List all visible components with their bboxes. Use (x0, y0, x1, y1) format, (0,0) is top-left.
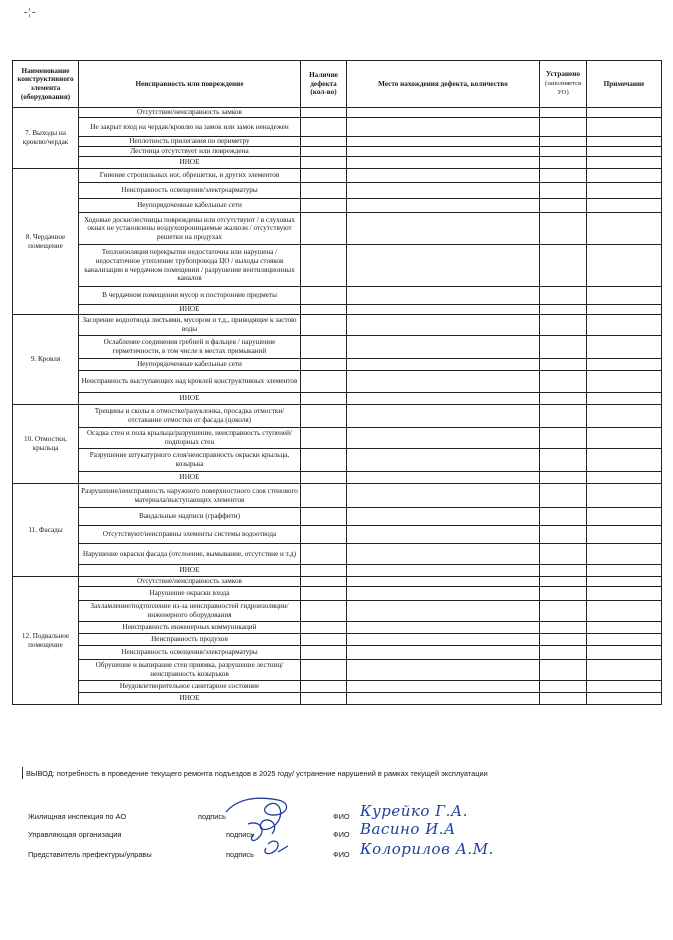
note-cell[interactable] (587, 428, 662, 449)
signature-row-prefecture (28, 840, 648, 864)
note-cell[interactable] (587, 371, 662, 393)
defect-cell: Неупорядоченные кабельные сети (79, 359, 301, 371)
defect-cell: Разрушение штукатурного слоя/неисправность окраски крыльца, козырька (79, 449, 301, 472)
note-cell[interactable] (587, 287, 662, 305)
fixed-cell[interactable] (540, 199, 587, 213)
place-cell[interactable] (347, 336, 540, 359)
table-row (13, 601, 662, 622)
note-cell[interactable] (587, 508, 662, 526)
presence-cell[interactable] (301, 305, 347, 315)
defect-cell: Вандальные надписи (граффити) (79, 508, 301, 526)
defects-table (12, 60, 662, 705)
fixed-cell[interactable] (540, 183, 587, 199)
place-cell[interactable] (347, 544, 540, 565)
signature-scribble-icon (218, 790, 308, 870)
table-row (13, 393, 662, 405)
table-row (13, 681, 662, 693)
fixed-cell[interactable] (540, 484, 587, 508)
place-cell[interactable] (347, 393, 540, 405)
place-cell[interactable] (347, 622, 540, 634)
header-fixed (540, 61, 587, 108)
presence-cell[interactable] (301, 508, 347, 526)
table-row (13, 544, 662, 565)
note-cell[interactable] (587, 526, 662, 544)
fio-word: ФИО (333, 850, 350, 859)
table-row (13, 336, 662, 359)
fixed-cell[interactable] (540, 565, 587, 577)
place-cell[interactable] (347, 169, 540, 183)
presence-cell[interactable] (301, 526, 347, 544)
place-cell[interactable] (347, 183, 540, 199)
place-cell[interactable] (347, 118, 540, 137)
place-cell[interactable] (347, 213, 540, 245)
table-body (13, 108, 662, 705)
note-cell[interactable] (587, 681, 662, 693)
header-fixed-sub: (заполняется УО) (544, 79, 582, 97)
presence-cell[interactable] (301, 147, 347, 157)
signature-label: Представитель префектуры/управы (28, 850, 152, 859)
signature-word: подпись (198, 812, 226, 821)
fixed-cell[interactable] (540, 137, 587, 147)
defect-cell: Захламление/подтопление из-за неисправностей гидроизоляции/инженерного оборудования (79, 601, 301, 622)
presence-cell[interactable] (301, 169, 347, 183)
table-row (13, 118, 662, 137)
fixed-cell[interactable] (540, 577, 587, 587)
presence-cell[interactable] (301, 118, 347, 137)
fixed-cell[interactable] (540, 526, 587, 544)
note-cell[interactable] (587, 118, 662, 137)
note-cell[interactable] (587, 660, 662, 681)
table-row (13, 213, 662, 245)
place-cell[interactable] (347, 428, 540, 449)
place-cell[interactable] (347, 315, 540, 336)
element-name-cell: 11. Фасады (13, 484, 79, 577)
note-cell[interactable] (587, 336, 662, 359)
place-cell[interactable] (347, 405, 540, 428)
defect-cell: Неисправность освещения/электроарматуры (79, 183, 301, 199)
presence-cell[interactable] (301, 108, 347, 118)
presence-cell[interactable] (301, 157, 347, 169)
presence-cell[interactable] (301, 472, 347, 484)
fixed-cell[interactable] (540, 359, 587, 371)
place-cell[interactable] (347, 634, 540, 646)
note-cell[interactable] (587, 315, 662, 336)
table-row (13, 449, 662, 472)
fixed-cell[interactable] (540, 681, 587, 693)
place-cell[interactable] (347, 108, 540, 118)
fixed-cell[interactable] (540, 169, 587, 183)
presence-cell[interactable] (301, 199, 347, 213)
fixed-cell[interactable] (540, 428, 587, 449)
presence-cell[interactable] (301, 183, 347, 199)
note-cell[interactable] (587, 622, 662, 634)
place-cell[interactable] (347, 147, 540, 157)
table-row (13, 315, 662, 336)
fixed-cell[interactable] (540, 213, 587, 245)
table-row (13, 646, 662, 660)
defect-cell: Отсутствие/неисправность замков (79, 108, 301, 118)
defect-cell: Отсутствуют/неисправны элементы системы водоотвода (79, 526, 301, 544)
table-row (13, 305, 662, 315)
presence-cell[interactable] (301, 601, 347, 622)
table-row (13, 693, 662, 705)
presence-cell[interactable] (301, 634, 347, 646)
table-row (13, 371, 662, 393)
presence-cell[interactable] (301, 484, 347, 508)
fio-handwritten: Колорилов А.М. (360, 840, 494, 858)
table-row (13, 287, 662, 305)
note-cell[interactable] (587, 393, 662, 405)
fixed-cell[interactable] (540, 544, 587, 565)
signature-row-inspection (28, 802, 648, 826)
element-name-cell: 7. Выходы на кровлю/чердак (13, 108, 79, 169)
note-cell[interactable] (587, 108, 662, 118)
presence-cell[interactable] (301, 622, 347, 634)
fio-word: ФИО (333, 812, 350, 821)
defect-cell: ИНОЕ (79, 565, 301, 577)
fixed-cell[interactable] (540, 449, 587, 472)
place-cell[interactable] (347, 508, 540, 526)
element-name-cell: 8. Чердачное помещение (13, 169, 79, 315)
table-row (13, 108, 662, 118)
defect-cell: Засорение водоотвода листьями, мусором и т.д., приводящее к застою воды (79, 315, 301, 336)
defect-cell: Осадка стен и пола крыльца/разрушение, неисправность ступеней/подпорных стен (79, 428, 301, 449)
defect-cell: Неисправность освещения/электроарматуры (79, 646, 301, 660)
fixed-cell[interactable] (540, 157, 587, 169)
table-row (13, 183, 662, 199)
defect-cell: ИНОЕ (79, 693, 301, 705)
place-cell[interactable] (347, 681, 540, 693)
place-cell[interactable] (347, 137, 540, 147)
fixed-cell[interactable] (540, 601, 587, 622)
defect-cell: ИНОЕ (79, 305, 301, 315)
header-place: Место нахождения дефекта, количество (347, 61, 540, 108)
presence-cell[interactable] (301, 693, 347, 705)
fixed-cell[interactable] (540, 646, 587, 660)
presence-cell[interactable] (301, 587, 347, 601)
presence-cell[interactable] (301, 544, 347, 565)
defect-cell: ИНОЕ (79, 472, 301, 484)
table-row (13, 634, 662, 646)
table-row (13, 508, 662, 526)
header-fixed-main: Устранено (546, 70, 580, 79)
defect-cell: Лестница отсутствует или повреждена (79, 147, 301, 157)
defect-cell: Неисправность выступающих над кровлей конструктивных элементов (79, 371, 301, 393)
defect-cell: В чердачном помещении мусор и посторонние предметы (79, 287, 301, 305)
table-row (13, 147, 662, 157)
note-cell[interactable] (587, 245, 662, 287)
presence-cell[interactable] (301, 336, 347, 359)
place-cell[interactable] (347, 157, 540, 169)
table-row (13, 484, 662, 508)
header-presence: Наличие дефекта (кол-во) (301, 61, 347, 108)
fixed-cell[interactable] (540, 305, 587, 315)
element-name-cell: 12. Подвальное помещение (13, 577, 79, 705)
fixed-cell[interactable] (540, 287, 587, 305)
place-cell[interactable] (347, 359, 540, 371)
place-cell[interactable] (347, 199, 540, 213)
table-row (13, 472, 662, 484)
note-cell[interactable] (587, 213, 662, 245)
conclusion-text: ВЫВОД: потребность в проведение текущего ремонта подъездов в 2025 году/ устранение нарушений в рамках текущей эксплуатации (26, 769, 488, 778)
note-cell[interactable] (587, 359, 662, 371)
fixed-cell[interactable] (540, 336, 587, 359)
signature-label: Управляющая организация (28, 830, 122, 839)
defect-cell: Неудовлетворительное санитарное состояние (79, 681, 301, 693)
table-row (13, 587, 662, 601)
defect-cell: Ходовые доски/лестницы повреждены или отсутствуют / в слуховых окнах не установлены воздухопроницаемые жалюзи / отсутствуют решетки на продухах (79, 213, 301, 245)
fio-handwritten: Курейко Г.А. (360, 802, 469, 820)
table-row (13, 428, 662, 449)
note-cell[interactable] (587, 405, 662, 428)
defect-cell: ИНОЕ (79, 393, 301, 405)
defect-cell: Разрушение/неисправность наружного поверхностного слоя стенового материала/выступающих элементов (79, 484, 301, 508)
fixed-cell[interactable] (540, 393, 587, 405)
presence-cell[interactable] (301, 213, 347, 245)
table-row (13, 245, 662, 287)
defect-cell: Нарушение окраски входа (79, 587, 301, 601)
place-cell[interactable] (347, 577, 540, 587)
fixed-cell[interactable] (540, 587, 587, 601)
table-row (13, 565, 662, 577)
place-cell[interactable] (347, 472, 540, 484)
defect-cell: Неисправность инженерных коммуникаций (79, 622, 301, 634)
note-cell[interactable] (587, 449, 662, 472)
defect-cell: Отсутствие/неисправность замков (79, 577, 301, 587)
place-cell[interactable] (347, 526, 540, 544)
element-name-cell: 9. Кровля (13, 315, 79, 405)
defect-cell: Неисправность продухов (79, 634, 301, 646)
table-header-row (13, 61, 662, 108)
signature-label: Жилищная инспекция по АО (28, 812, 127, 821)
place-cell[interactable] (347, 587, 540, 601)
presence-cell[interactable] (301, 287, 347, 305)
defect-cell: Обрушение и выпирание стен приямка, разрушение лестниц/неисправность козырьков (79, 660, 301, 681)
place-cell[interactable] (347, 484, 540, 508)
presence-cell[interactable] (301, 405, 347, 428)
table-row (13, 157, 662, 169)
fixed-cell[interactable] (540, 147, 587, 157)
header-note: Примечание (587, 61, 662, 108)
defect-cell: Гниение стропильных ног, обрешетки, и других элементов (79, 169, 301, 183)
table-row (13, 526, 662, 544)
header-element: Наименование конструктивного элемента (оборудования) (13, 61, 79, 108)
signature-row-management (28, 820, 648, 844)
fio-word: ФИО (333, 830, 350, 839)
presence-cell[interactable] (301, 577, 347, 587)
table-row (13, 622, 662, 634)
corner-mark: -¦- (24, 6, 37, 18)
fixed-cell[interactable] (540, 108, 587, 118)
note-cell[interactable] (587, 634, 662, 646)
defect-cell: Неупорядоченные кабельные сети (79, 199, 301, 213)
note-cell[interactable] (587, 693, 662, 705)
place-cell[interactable] (347, 449, 540, 472)
place-cell[interactable] (347, 601, 540, 622)
header-defect: Неисправность или повреждение (79, 61, 301, 108)
fixed-cell[interactable] (540, 405, 587, 428)
table-row (13, 660, 662, 681)
place-cell[interactable] (347, 305, 540, 315)
fixed-cell[interactable] (540, 245, 587, 287)
note-cell[interactable] (587, 484, 662, 508)
defect-cell: Трещины и сколы в отмостке/разуклонка, просадка отмостки/отставание отмостки от фасада (цоколя) (79, 405, 301, 428)
place-cell[interactable] (347, 646, 540, 660)
note-cell[interactable] (587, 169, 662, 183)
table-row (13, 359, 662, 371)
note-cell[interactable] (587, 601, 662, 622)
note-cell[interactable] (587, 577, 662, 587)
presence-cell[interactable] (301, 371, 347, 393)
fixed-cell[interactable] (540, 315, 587, 336)
defect-cell: Неплотность прилегания по периметру (79, 137, 301, 147)
signature-word: подпись (226, 850, 254, 859)
element-name-cell: 10. Отмостки, крыльца (13, 405, 79, 484)
presence-cell[interactable] (301, 137, 347, 147)
presence-cell[interactable] (301, 646, 347, 660)
fio-handwritten: Васино И.А (360, 820, 456, 838)
presence-cell[interactable] (301, 359, 347, 371)
table-row (13, 169, 662, 183)
fixed-cell[interactable] (540, 660, 587, 681)
presence-cell[interactable] (301, 449, 347, 472)
table-row (13, 577, 662, 587)
table-row (13, 137, 662, 147)
presence-cell[interactable] (301, 428, 347, 449)
presence-cell[interactable] (301, 245, 347, 287)
fixed-cell[interactable] (540, 472, 587, 484)
defect-cell: Ослабление соединения гребней и фальцев / нарушение герметичности, в том числе в местах примыканий (79, 336, 301, 359)
defect-cell: ИНОЕ (79, 157, 301, 169)
place-cell[interactable] (347, 693, 540, 705)
place-cell[interactable] (347, 245, 540, 287)
table-row (13, 405, 662, 428)
fixed-cell[interactable] (540, 693, 587, 705)
note-cell[interactable] (587, 147, 662, 157)
defect-cell: Теплоизоляция перекрытия недостаточна или нарушена / недостаточное утепление трубопровода ЦО / выходы стояков канализации в чердачном помещении / разрушение вентиляционных каналов (79, 245, 301, 287)
defect-cell: Не закрыт вход на чердак/кровлю на замок или замок ненадежен (79, 118, 301, 137)
note-cell[interactable] (587, 544, 662, 565)
fixed-cell[interactable] (540, 634, 587, 646)
fixed-cell[interactable] (540, 622, 587, 634)
place-cell[interactable] (347, 287, 540, 305)
note-cell[interactable] (587, 137, 662, 147)
note-cell[interactable] (587, 157, 662, 169)
presence-cell[interactable] (301, 660, 347, 681)
presence-cell[interactable] (301, 565, 347, 577)
note-cell[interactable] (587, 587, 662, 601)
fixed-cell[interactable] (540, 118, 587, 137)
place-cell[interactable] (347, 371, 540, 393)
fixed-cell[interactable] (540, 371, 587, 393)
presence-cell[interactable] (301, 393, 347, 405)
note-cell[interactable] (587, 646, 662, 660)
presence-cell[interactable] (301, 681, 347, 693)
signature-word: подпись (226, 830, 254, 839)
note-cell[interactable] (587, 305, 662, 315)
note-cell[interactable] (587, 183, 662, 199)
place-cell[interactable] (347, 565, 540, 577)
defect-cell: Нарушение окраски фасада (отслоение, вымывание, отсутствие и т.д) (79, 544, 301, 565)
note-cell[interactable] (587, 199, 662, 213)
presence-cell[interactable] (301, 315, 347, 336)
fixed-cell[interactable] (540, 508, 587, 526)
note-cell[interactable] (587, 565, 662, 577)
note-cell[interactable] (587, 472, 662, 484)
place-cell[interactable] (347, 660, 540, 681)
table-row (13, 199, 662, 213)
